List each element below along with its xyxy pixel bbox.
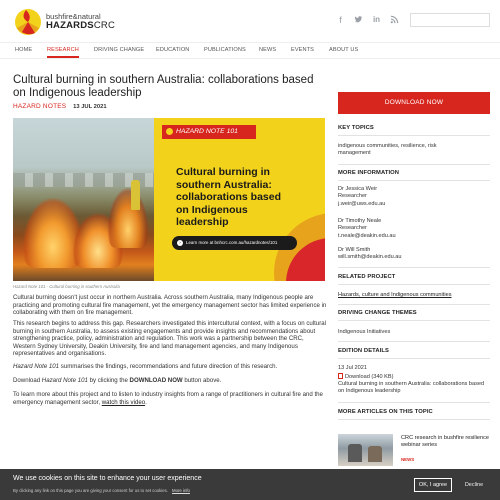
body-paragraph-2: This research begins to address this gap. Researchers investigated this intercultural context, with a focus on cultural burning in southern Australia, to assess existing engagements and provide insights and recommendations about strengthening practice, policy, administration and regulation. This work was a partnership between the CRC, Western Sydney University, Deakin University, fire and land management agencies, and many Indigenous representatives and organisations. bbox=[13, 320, 326, 357]
logo-line1: bushfire&natural bbox=[46, 12, 101, 21]
nav-home[interactable]: HOME bbox=[15, 47, 33, 53]
cookie-title: We use cookies on this site to enhance your user experience bbox=[13, 475, 202, 482]
cookie-agree-button[interactable]: OK, I agree bbox=[414, 478, 452, 492]
site-header bbox=[0, 0, 500, 42]
download-now-button[interactable]: DOWNLOAD NOW bbox=[338, 92, 490, 114]
logo-line2: HAZARDSCRC bbox=[46, 20, 116, 31]
arrow-icon: › bbox=[177, 240, 183, 246]
hazard-note-banner bbox=[154, 118, 325, 281]
feature-image bbox=[13, 118, 325, 281]
body-paragraph-3: Hazard Note 101 summarises the findings, recommendations and future direction of this research. bbox=[13, 363, 278, 370]
body-paragraph-1: Cultural burning doesn't just occur in northern Australia. Across southern Australia, many Indigenous people are practicing and promoting cultural fire management, yet the emergency management sector has limited experience in collaborating with them on fire management. bbox=[13, 294, 327, 316]
nav-publications[interactable]: PUBLICATIONS bbox=[204, 47, 246, 53]
contact-email[interactable]: will.smith@deakin.edu.au bbox=[338, 254, 402, 261]
facebook-icon[interactable]: f bbox=[339, 15, 342, 25]
nav-research[interactable]: RESEARCH bbox=[47, 47, 79, 53]
social-links bbox=[336, 15, 399, 26]
article-tag[interactable]: NEWS bbox=[401, 457, 415, 462]
contact-email[interactable]: j.weir@uws.edu.au bbox=[338, 200, 386, 207]
article-thumbnail[interactable] bbox=[338, 434, 393, 466]
linkedin-icon[interactable]: in bbox=[372, 15, 381, 24]
cookie-decline-button[interactable]: Decline bbox=[464, 482, 484, 488]
image-caption: Hazard Note 101 - Cultural burning in southern Australia bbox=[13, 284, 120, 289]
main-nav bbox=[0, 42, 500, 59]
pdf-icon bbox=[338, 373, 343, 379]
body-paragraph-4: Download Hazard Note 101 by clicking the DOWNLOAD NOW button above. bbox=[13, 377, 222, 384]
nav-about-us[interactable]: ABOUT US bbox=[329, 47, 359, 53]
related-project-link[interactable]: Hazards, culture and Indigenous communities bbox=[338, 292, 452, 298]
watch-video-link[interactable]: watch this video bbox=[101, 398, 146, 406]
article-meta bbox=[13, 103, 107, 110]
more-information-heading: MORE INFORMATION bbox=[338, 170, 400, 176]
search-input[interactable] bbox=[410, 13, 490, 27]
edition-title: Cultural burning in southern Australia: collaborations based on Indigenous leadership bbox=[338, 381, 485, 395]
site-logo[interactable] bbox=[13, 6, 116, 36]
contact-jessica-weir: Dr Jessica Weir Researcher j.weir@uws.edu.au bbox=[338, 186, 490, 208]
article-title[interactable]: CRC research in bushfire resilience webinar series bbox=[401, 435, 489, 449]
hazard-note-badge: HAZARD NOTE 101 bbox=[162, 125, 256, 139]
contact-will-smith: Dr Will Smith will.smith@deakin.edu.au bbox=[338, 247, 490, 262]
article-date: 13 JUL 2021 bbox=[73, 104, 107, 110]
driving-change-theme[interactable]: Indigenous Initiatives bbox=[338, 329, 391, 335]
body-paragraph-5: To learn more about this project and to listen to industry insights from a range of practitioners in cultural fire and the emergency management sector, watch this video. bbox=[13, 391, 323, 406]
page-title: Cultural burning in southern Australia: collaborations based on Indigenous leadership bbox=[13, 74, 314, 99]
key-topics-list[interactable]: indigenous communities, resilience, risk management bbox=[338, 143, 437, 157]
driving-change-heading: DRIVING CHANGE THEMES bbox=[338, 310, 417, 316]
contact-timothy-neale: Dr Timothy Neale Researcher t.neale@deakin.edu.au bbox=[338, 218, 490, 240]
nav-events[interactable]: EVENTS bbox=[291, 47, 314, 53]
wifi-icon[interactable] bbox=[390, 15, 399, 26]
banner-title: Cultural burning in southern Australia: collaborations based on Indigenous leadership bbox=[176, 166, 282, 228]
edition-date: 13 Jul 2021 bbox=[338, 365, 367, 371]
fire-photo bbox=[13, 118, 154, 281]
nav-driving-change[interactable]: DRIVING CHANGE bbox=[94, 47, 145, 53]
nav-education[interactable]: EDUCATION bbox=[156, 47, 190, 53]
cookie-more-info-link[interactable]: More info bbox=[172, 488, 190, 493]
twitter-icon[interactable] bbox=[354, 15, 363, 26]
related-project-heading: RELATED PROJECT bbox=[338, 274, 396, 280]
banner-link-pill: › Learn more at bnhcrc.com.au/hazardnotes/101 bbox=[172, 236, 297, 250]
edition-download[interactable]: Download (340 KB) bbox=[338, 373, 490, 381]
logo-mark-icon bbox=[13, 6, 43, 36]
cookie-subtext: By clicking any link on this page you are giving your consent for us to set cookies. More info bbox=[13, 488, 190, 493]
nav-news[interactable]: NEWS bbox=[259, 47, 277, 53]
article-category[interactable]: HAZARD NOTES bbox=[13, 103, 67, 110]
contact-email[interactable]: t.neale@deakin.edu.au bbox=[338, 232, 396, 239]
key-topics-heading: KEY TOPICS bbox=[338, 125, 374, 131]
cookie-banner bbox=[0, 469, 500, 500]
more-articles-heading: MORE ARTICLES ON THIS TOPIC bbox=[338, 409, 433, 415]
edition-details-heading: EDITION DETAILS bbox=[338, 348, 389, 354]
